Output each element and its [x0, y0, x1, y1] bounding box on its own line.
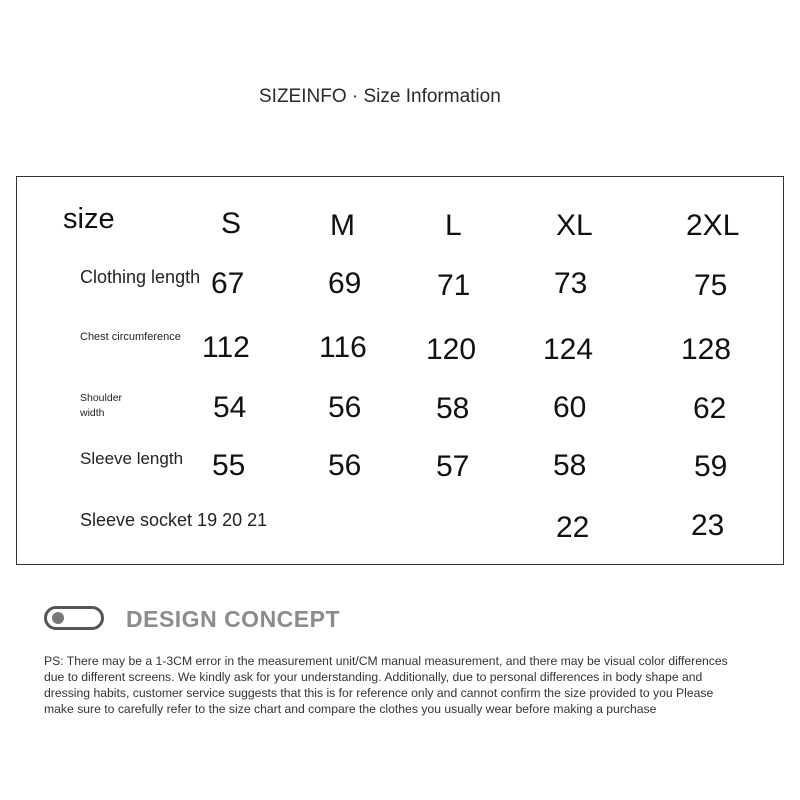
table-cell: 128 [681, 333, 732, 366]
table-cell: 54 [213, 391, 247, 424]
table-cell: 124 [543, 333, 594, 366]
page-title: SIZEINFO · Size Information [259, 86, 501, 107]
row-label-sleeve-length: Sleeve length [80, 449, 184, 468]
design-concept-title: DESIGN CONCEPT [126, 606, 341, 632]
table-cell: 58 [553, 449, 587, 482]
table-cell: 116 [319, 331, 367, 364]
table-cell: 57 [436, 450, 470, 483]
size-table [16, 176, 784, 565]
ps-note [44, 653, 774, 717]
table-cell: 71 [437, 269, 471, 302]
table-cell: 22 [556, 511, 590, 544]
table-cell: 59 [694, 450, 728, 483]
table-cell: 112 [202, 331, 250, 364]
note-line: due to different screens. We kindly ask for your understanding. Additionally, due to personal differences in body shape and [44, 670, 703, 684]
table-cell: 69 [328, 267, 362, 300]
toggle-switch-icon [44, 606, 104, 630]
row-label-clothing-length: Clothing length [80, 267, 201, 287]
size-header-s: S [221, 207, 242, 240]
size-header-l: L [445, 209, 462, 242]
table-cell: 73 [554, 267, 588, 300]
size-header-xl: XL [556, 209, 593, 242]
table-cell: 56 [328, 449, 362, 482]
table-cell: 120 [426, 333, 477, 366]
table-cell: 75 [694, 269, 728, 302]
table-cell: 23 [691, 509, 725, 542]
table-cell: 56 [328, 391, 362, 424]
note-line: make sure to carefully refer to the size chart and compare the clothes you usually wear before making a purchase [44, 702, 657, 716]
table-cell: 58 [436, 392, 470, 425]
note-line: dressing habits, customer service suggests that this is for reference only and cannot confirm the size provided to you Please [44, 686, 714, 700]
size-corner-label: size [63, 203, 115, 235]
table-cell: 67 [211, 267, 245, 300]
table-cell: 55 [212, 449, 246, 482]
row-label-chest-circumference: Chest circumference [80, 331, 181, 343]
size-header-m: M [330, 209, 355, 242]
table-cell: 62 [693, 392, 727, 425]
size-header-2xl: 2XL [686, 209, 740, 242]
note-line: PS: There may be a 1-3CM error in the measurement unit/CM manual measurement, and there may be visual color differences [44, 654, 728, 668]
table-cell: 60 [553, 391, 587, 424]
row-label-sleeve-socket: Sleeve socket 19 20 21 [80, 510, 268, 530]
row-label-shoulder-width: Shoulder width [80, 392, 123, 419]
